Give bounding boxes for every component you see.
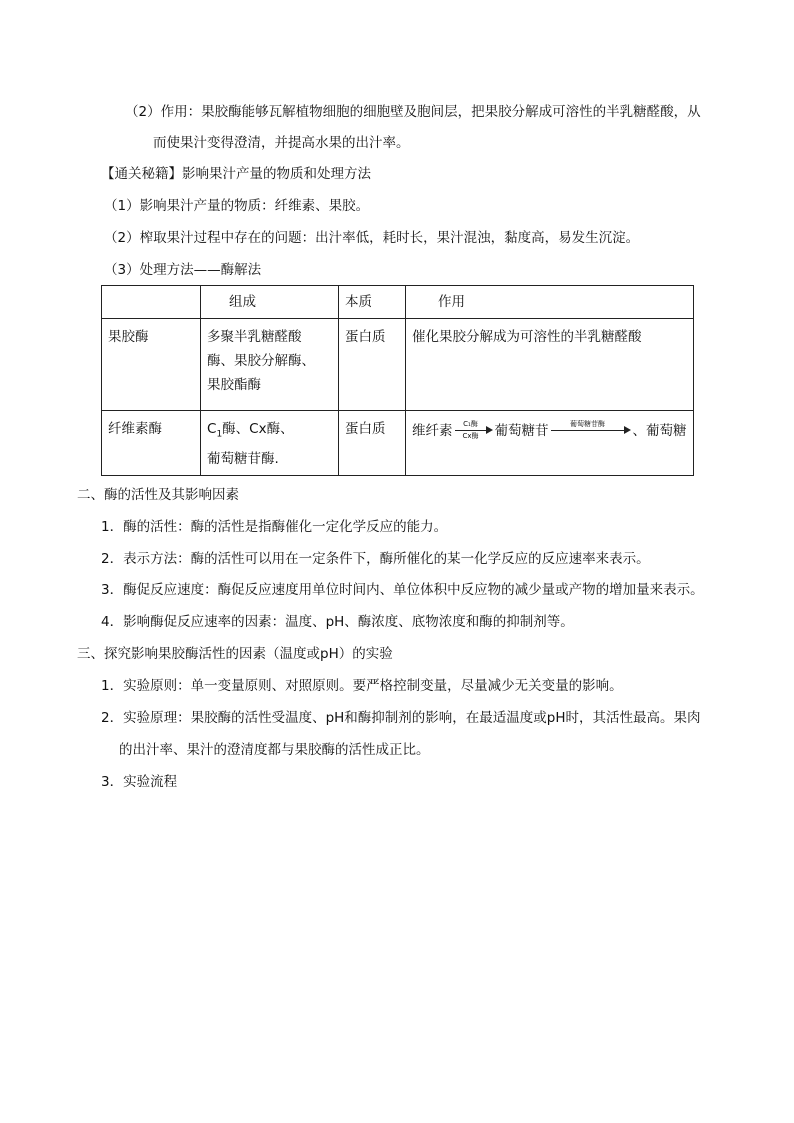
arrow-head-icon	[624, 426, 631, 434]
table-header-composition: 组成	[201, 286, 339, 319]
composition-line: 多聚半乳糖醛酸	[207, 329, 302, 345]
composition-line	[207, 417, 332, 447]
table-row-pectinase	[102, 319, 694, 411]
flow-arrow-1-bottom-label: Cx酶	[462, 432, 479, 440]
table-header-function: 作用	[406, 286, 694, 319]
flow-arrow-2	[551, 419, 631, 443]
tip-item-3: （3）处理方法——酶解法	[104, 262, 262, 278]
table-cell-function	[406, 411, 694, 476]
flow-arrow-2-top-label: 葡萄糖苷酶	[570, 420, 605, 428]
section-2-item-1: 1．酶的活性：酶的活性是指酶催化一定化学反应的能力。	[101, 519, 448, 535]
section-3-item-2-line-1: 2．实验原理：果胶酶的活性受温度、pH和酶抑制剂的影响，在最适温度或pH时，其活性最高。果肉	[101, 710, 701, 726]
table-cell-composition	[201, 319, 339, 411]
tip-heading	[101, 164, 371, 184]
function-line-1: （2）作用：果胶酶能够瓦解植物细胞的细胞壁及胞间层，把果胶分解成可溶性的半乳糖醛酸，从	[125, 104, 701, 120]
table-cell-function: 催化果胶分解成为可溶性的半乳糖醛酸	[406, 319, 694, 411]
tip-item-2: （2）榨取果汁过程中存在的问题：出汁率低，耗时长，果汁混浊，黏度高，易发生沉淀。	[104, 230, 640, 246]
flow-start: 维纤素	[412, 423, 453, 439]
table-cell-name: 纤维素酶	[102, 411, 201, 476]
composition-line: 葡萄糖苷酶.	[207, 450, 279, 467]
tip-item-1: （1）影响果汁产量的物质：纤维素、果胶。	[104, 198, 370, 214]
enzyme-table	[101, 285, 694, 476]
section-2-item-4: 4．影响酶促反应速率的因素：温度、pH、酶浓度、底物浓度和酶的抑制剂等。	[101, 614, 574, 630]
table-header-nature: 本质	[339, 286, 406, 319]
section-3-item-2-line-2: 的出汁率、果汁的澄清度都与果胶酶的活性成正比。	[119, 742, 430, 758]
table-cell-nature: 蛋白质	[339, 319, 406, 411]
section-3-title: 三、探究影响果胶酶活性的因素（温度或pH）的实验	[77, 646, 393, 662]
table-header-row	[102, 286, 694, 319]
arrow-head-icon	[486, 426, 493, 434]
cellulose-flow	[412, 417, 687, 443]
arrow-shaft	[455, 430, 487, 431]
section-2-item-3: 3．酶促反应速度：酶促反应速度用单位时间内、单位体积中反应物的减少量或产物的增加量来表示。	[101, 582, 704, 598]
flow-arrow-1	[455, 419, 493, 443]
flow-middle: 葡萄糖苷	[494, 423, 549, 439]
composition-line: 果胶酯酶	[207, 377, 261, 393]
section-3-item-1: 1．实验原则：单一变量原则、对照原则。要严格控制变量，尽量减少无关变量的影响。	[101, 678, 623, 694]
c1-subscript: 1	[216, 429, 223, 440]
section-2-item-2: 2．表示方法：酶的活性可以用在一定条件下，酶所催化的某一化学反应的反应速率来表示。	[101, 551, 650, 567]
composition-rest: 酶、Cx酶、	[222, 421, 294, 437]
arrow-shaft	[551, 430, 625, 431]
table-header-blank	[102, 286, 201, 319]
c1-letter: C	[207, 421, 217, 437]
tip-text: 影响果汁产量的物质和处理方法	[182, 166, 371, 182]
table-row-cellulase	[102, 411, 694, 476]
section-2-title: 二、酶的活性及其影响因素	[77, 487, 239, 503]
composition-line: 酶、果胶分解酶、	[207, 353, 315, 369]
table-cell-nature: 蛋白质	[339, 411, 406, 476]
flow-arrow-1-top-label: C₁酶	[463, 420, 478, 428]
function-line-2: 而使果汁变得澄清，并提高水果的出汁率。	[153, 135, 410, 151]
tip-label: 【通关秘籍】	[101, 166, 182, 182]
section-3-item-3: 3．实验流程	[101, 774, 178, 790]
table-cell-composition	[201, 411, 339, 476]
table-cell-name: 果胶酶	[102, 319, 201, 411]
flow-end: 、葡萄糖	[632, 423, 687, 439]
